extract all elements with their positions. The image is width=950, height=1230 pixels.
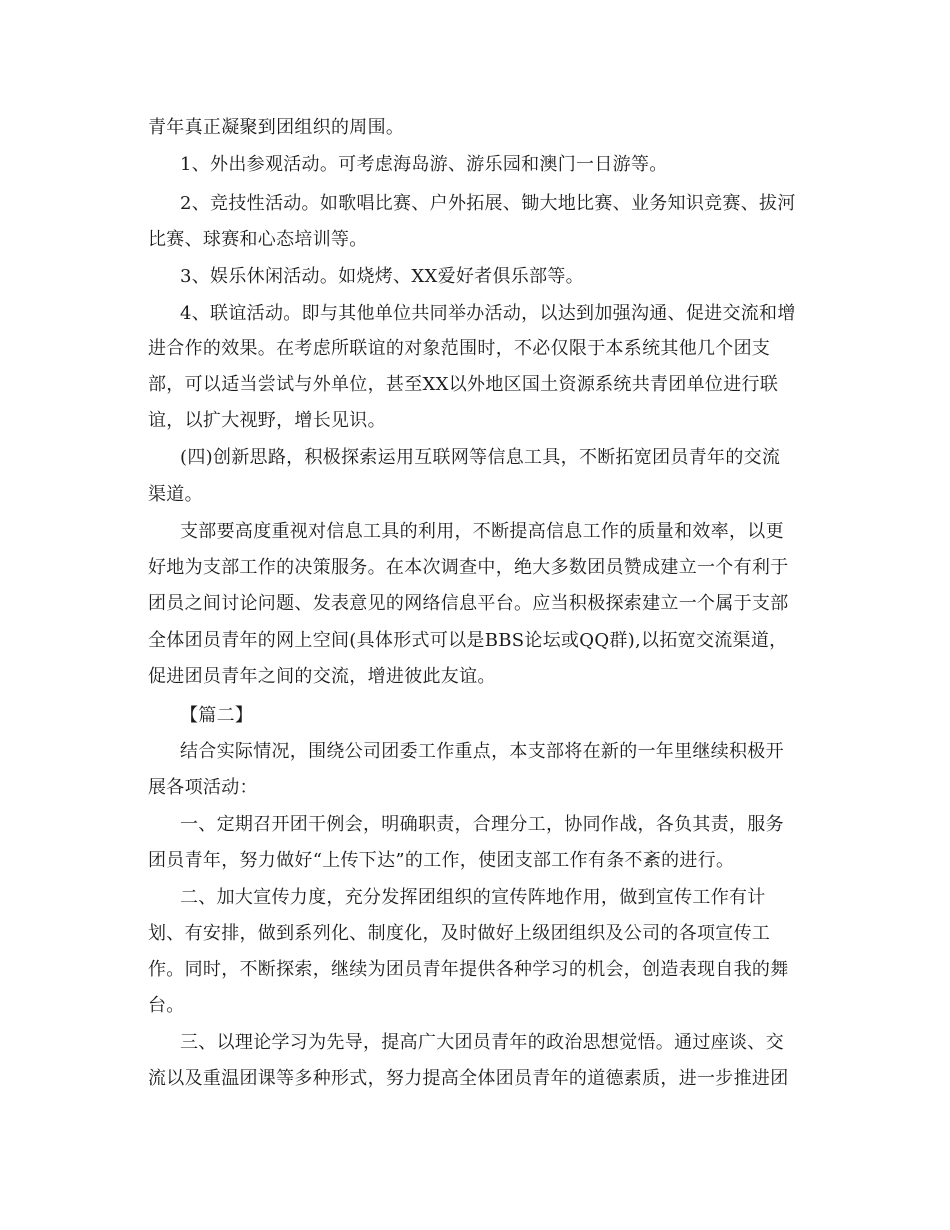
text-line: 3、娱乐休闲活动。如烧烤、XX爱好者俱乐部等。: [180, 266, 584, 287]
text-line: 划、有安排，做到系列化、制度化，及时做好上级团组织及公司的各项宣传工: [148, 923, 771, 944]
text-line: 团员之间讨论问题、发表意见的网络信息平台。应当积极探索建立一个属于支部: [148, 593, 789, 614]
text-line: 二、加大宣传力度，充分发挥团组织的宣传阵地作用，做到宣传工作有计: [180, 887, 766, 908]
text-line: 结合实际情况，围绕公司团委工作重点，本支部将在新的一年里继续积极开: [180, 741, 784, 762]
text-line: 促进团员青年之间的交流，增进彼此友谊。: [148, 666, 496, 687]
text-line: 台。: [148, 995, 185, 1016]
text-line: 1、外出参观活动。可考虑海岛游、游乐园和澳门一日游等。: [180, 154, 668, 175]
text-line: 部，可以适当尝试与外单位，甚至XX以外地区国土资源系统共青团单位进行联: [148, 374, 779, 395]
text-line: 三、以理论学习为先导，提高广大团员青年的政治思想觉悟。通过座谈、交: [180, 1032, 784, 1053]
text-line: 比赛、球赛和心态培训等。: [148, 229, 368, 250]
section-heading: 【篇二】: [180, 705, 254, 726]
text-line: 4、联谊活动。即与其他单位共同举办活动，以达到加强沟通、促进交流和增: [180, 303, 796, 324]
text-line: 进合作的效果。在考虑所联谊的对象范围时，不必仅限于本系统其他几个团支: [148, 338, 771, 359]
text-line: (四)创新思路，积极探索运用互联网等信息工具，不断拓宽团员青年的交流: [180, 447, 781, 468]
text-line: 团员青年，努力做好“上传下达”的工作，使团支部工作有条不紊的进行。: [148, 850, 735, 871]
text-line: 作。同时，不断探索，继续为团员青年提供各种学习的机会，创造表现自我的舞: [148, 959, 789, 980]
text-line: 2、竞技性活动。如歌唱比赛、户外拓展、锄大地比赛、业务知识竞赛、拔河: [180, 193, 796, 214]
text-line: 流以及重温团课等多种形式，努力提高全体团员青年的道德素质，进一步推进团: [148, 1068, 789, 1089]
text-line: 谊，以扩大视野，增长见识。: [148, 410, 386, 431]
text-line: 好地为支部工作的决策服务。在本次调查中，绝大多数团员赞成建立一个有利于: [148, 557, 789, 578]
text-line: 一、定期召开团干例会，明确职责，合理分工，协同作战，各负其责，服务: [180, 814, 784, 835]
text-line: 青年真正凝聚到团组织的周围。: [148, 117, 405, 138]
text-line: 全体团员青年的网上空间(具体形式可以是BBS论坛或QQ群),以拓宽交流渠道，: [148, 630, 788, 651]
text-line: 展各项活动：: [148, 777, 258, 798]
text-line: 支部要高度重视对信息工具的利用，不断提高信息工作的质量和效率，以更: [180, 521, 784, 542]
text-line: 渠道。: [148, 484, 203, 505]
